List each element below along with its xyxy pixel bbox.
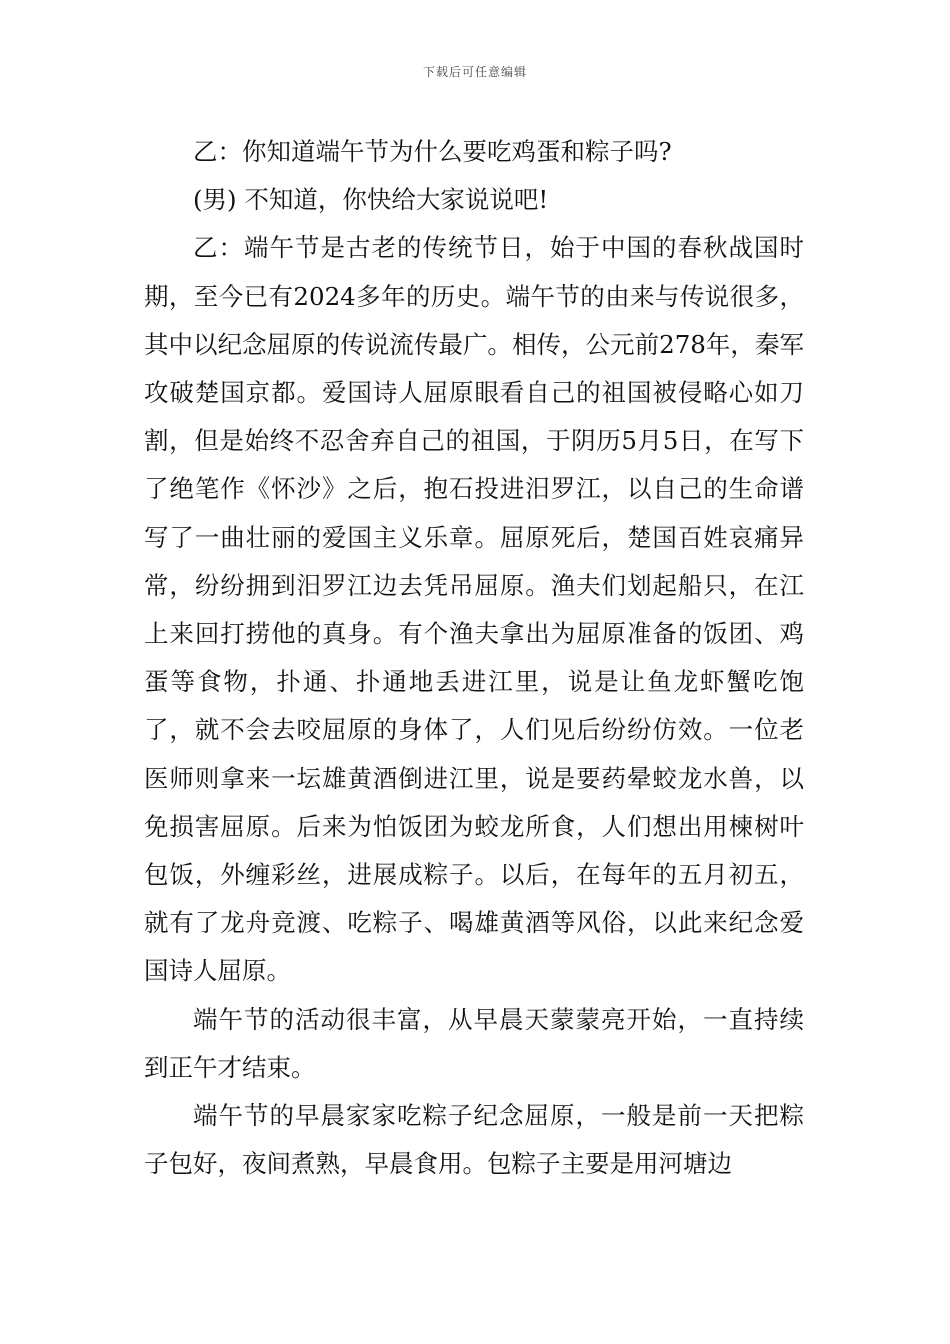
page-header: 下载后可任意编辑 <box>422 65 527 79</box>
paragraph-reply: (男) 不知道，你快给大家说说吧! <box>193 185 549 215</box>
paragraph-origin-story: 乙：端午节是古老的传统节日，始于中国的春秋战国时期，至今已有2024多年的历史。端午节的由来与传说很多，其中以纪念屈原的传说流传最广。相传，公元前278年，秦军攻破楚国京都。爱国诗人屈原眼看自己的祖国被侵略心如刀割，但是始终不忍舍弃自己的祖国，于阴历5月5日，在写下了绝笔作《怀沙》之后，抱石投进汨罗江，以自己的生命谱写了一曲壮丽的爱国主义乐章。屈原死后，楚国百姓哀痛异常，纷纷拥到汨罗江边去凭吊屈原。渔夫们划起船只，在江上来回打捞他的真身。有个渔夫拿出为屈原准备的饭团、鸡蛋等食物，扑通、扑通地丢进江里，说是让鱼龙虾蟹吃饱了，就不会去咬屈原的身体了，人们见后纷纷仿效。一位老医师则拿来一坛雄黄酒倒进江里，说是要药晕蛟龙水兽，以免损害屈原。后来为怕饭团为蛟龙所食，人们想出用楝树叶包饭，外缠彩丝，进展成粽子。以后，在每年的五月初五，就有了龙舟竞渡、吃粽子、喝雄黄酒等风俗，以此来纪念爱国诗人屈原。 <box>144 233 804 986</box>
document-body <box>144 128 804 1188</box>
paragraph-morning-zongzi: 端午节的早晨家家吃粽子纪念屈原，一般是前一天把粽子包好，夜间煮熟，早晨食用。包粽子主要是用河塘边 <box>144 1101 804 1179</box>
paragraph-activities: 端午节的活动很丰富，从早晨天蒙蒙亮开始，一直持续到正午才结束。 <box>144 1004 804 1082</box>
paragraph-question: 乙：你知道端午节为什么要吃鸡蛋和粽子吗? <box>193 137 672 166</box>
